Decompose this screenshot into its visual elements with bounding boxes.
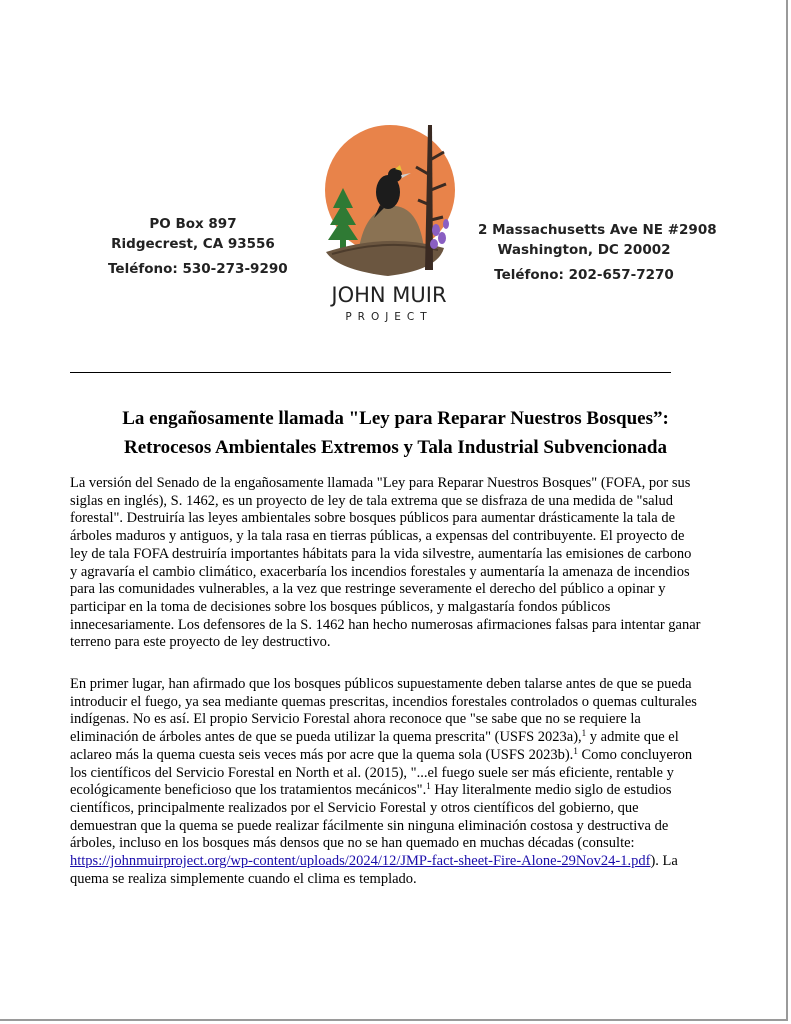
- fact-sheet-link[interactable]: https://johnmuirproject.org/wp-content/uploads/2024/12/JMP-fact-sheet-Fire-Alone-29Nov24-1.pdf: [70, 853, 651, 870]
- text-run: ). La: [650, 853, 678, 870]
- paragraph-2: [70, 676, 750, 888]
- paragraph-line: [70, 853, 750, 871]
- paragraph-1: [70, 475, 750, 652]
- paragraph-line: [70, 729, 750, 747]
- header-divider: [70, 372, 671, 373]
- left-phone: Teléfono: 530-273-9290: [108, 261, 288, 277]
- paragraph-line: para las comunidades vulnerables, a la vez que restringe severamente el derecho del público a opinar y: [70, 581, 666, 598]
- paragraph-line: demuestran que la quema se puede realizar fácilmente sin ninguna eliminación costosa y destructiva de: [70, 817, 669, 834]
- paragraph-line: indígenas. No es así. El propio Servicio Forestal ahora reconoce que "se sabe que no se requiere la: [70, 711, 641, 728]
- john-muir-project-logo: [318, 120, 460, 325]
- paragraph-line: [70, 747, 750, 765]
- title-line-2: Retrocesos Ambientales Extremos y Tala Industrial Subvencionada: [124, 437, 667, 458]
- paragraph-line: En primer lugar, han afirmado que los bosques públicos supuestamente deben talarse antes de que se pueda: [70, 676, 692, 692]
- paragraph-line: los científicos del Servicio Forestal en North et al. (2015), "...el fuego suele ser más eficiente, rentable y: [70, 764, 674, 781]
- footnote-ref[interactable]: 1: [581, 728, 587, 739]
- paragraph-line: ley de tala FOFA destruiría importantes hábitats para la vida silvestre, aumentaría las emisiones de carbono: [70, 545, 692, 562]
- left-address-line1: PO Box 897: [149, 216, 237, 232]
- paragraph-line: siglas en inglés), S. 1462, es un proyecto de ley de tala extrema que se disfraza de una medida de "salud: [70, 492, 674, 509]
- paragraph-line: introducir el fuego, ya sea mediante quemas prescritas, incendios forestales controlados o quemas culturales: [70, 693, 697, 710]
- text-run: Hay literalmente medio siglo de estudios: [430, 782, 672, 799]
- left-address: [108, 214, 288, 279]
- right-address-line1: 2 Massachusetts Ave NE #2908: [478, 222, 717, 238]
- right-address: [478, 220, 717, 285]
- paragraph-line: árboles maduros y antiguos, y la tala rasa en tierras públicas, a expensas del contribuyente. El proyecto de: [70, 528, 685, 545]
- paragraph-line: innecesariamente. Los defensores de la S. 1462 han hecho numerosas afirmaciones falsas para intentar ganar: [70, 616, 701, 633]
- left-address-line2: Ridgecrest, CA 93556: [111, 236, 275, 252]
- paragraph-line: forestal". Destruiría las leyes ambientales sobre bosques públicos para aumentar drásticamente la tala de: [70, 510, 676, 527]
- footnote-ref[interactable]: 1: [573, 745, 578, 756]
- footnote-ref[interactable]: 1: [426, 781, 431, 792]
- logo-title: JOHN MUIR: [331, 283, 447, 307]
- logo-subtitle: PROJECT: [345, 311, 433, 323]
- right-phone: Teléfono: 202-657-7270: [494, 267, 674, 283]
- paragraph-line: árboles, incluso en los bosques más densos que no se han quemado en muchas décadas (consulte:: [70, 835, 635, 852]
- right-address-line2: Washington, DC 20002: [497, 242, 671, 258]
- text-run: Como concluyeron: [577, 746, 693, 763]
- paragraph-line: participar en la toma de decisiones sobre los bosques públicos, y malgastaría fondos públicos: [70, 598, 611, 615]
- paragraph-line: científicos, principalmente realizados por el Servicio Forestal y otros científicos del gobierno, que: [70, 799, 639, 816]
- paragraph-line: y agravaría el cambio climático, exacerbaría los incendios forestales y aumentaría la amenaza de incendios: [70, 563, 690, 580]
- text-run: ecológicamente beneficioso que los tratamientos mecánicos".: [70, 782, 427, 799]
- paragraph-line: La versión del Senado de la engañosamente llamada "Ley para Reparar Nuestros Bosques" (FOFA, por sus: [70, 475, 691, 491]
- text-run: y admite que el: [586, 729, 679, 746]
- document-title: [40, 404, 751, 462]
- text-run: eliminación de árboles antes de que se pueda utilizar la quema prescrita" (USFS 2023a),: [70, 729, 582, 746]
- title-line-1: La engañosamente llamada "Ley para Reparar Nuestros Bosques”:: [122, 408, 669, 429]
- text-run: aclareo más la quema cuesta seis veces más por acre que la quema sola (USFS 2023b).: [70, 746, 574, 763]
- paragraph-line: quema se realiza simplemente cuando el clima es templado.: [70, 870, 417, 887]
- paragraph-line: [70, 782, 750, 800]
- paragraph-line: terreno para este proyecto de ley destructivo.: [70, 634, 331, 651]
